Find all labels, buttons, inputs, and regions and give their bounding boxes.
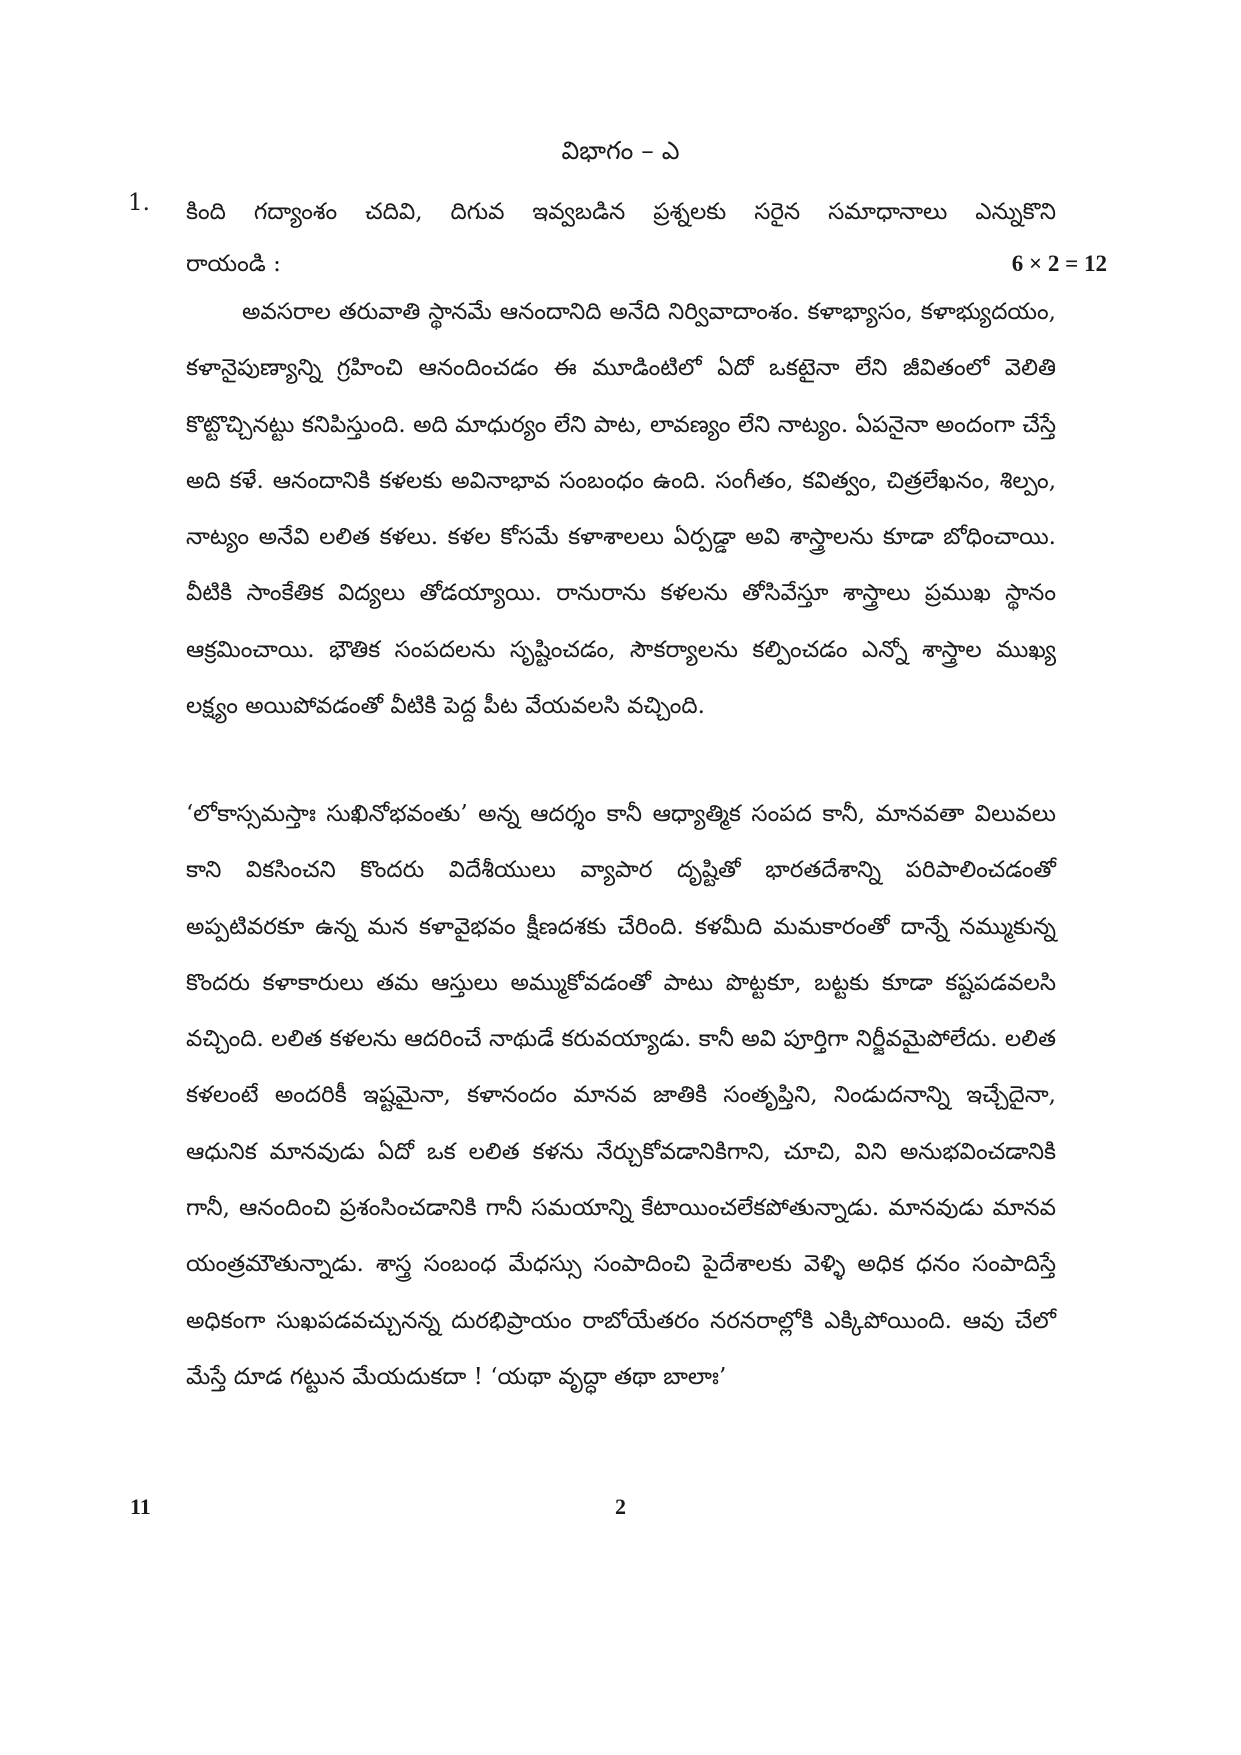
marks-allocation: 6 × 2 = 12 bbox=[1011, 251, 1107, 276]
section-heading: విభాగం – ఎ bbox=[561, 136, 680, 165]
footer-page-number: 2 bbox=[615, 1494, 626, 1519]
question-instruction-line2: రాయండి : bbox=[186, 251, 281, 277]
passage-paragraph-1: అవసరాల తరువాతి స్థానమే ఆనందానిది అనేది నిర్వివాదాంశం. కళాభ్యాసం, కళాభ్యుదయం, కళానైపుణ్యాన్ని గ్రహించి ఆనందించడం ఈ మూడింటిలో ఏదో ఒకటైనా లేని జీవితంలో వెలితి కొట్టొచ్చినట్టు కనిపిస్తుంది. అది మాధుర్యం లేని పాట, లావణ్యం లేని నాట్యం. ఏపనైనా అందంగా చేస్తే అది కళే. ఆనందానికి కళలకు అవినాభావ సంబంధం ఉంది. సంగీతం, కవిత్వం, చిత్రలేఖనం, శిల్పం, నాట్యం అనేవి లలిత కళలు. కళల కోసమే కళాశాలలు ఏర్పడ్డా అవి శాస్త్రాలను కూడా బోధించాయి. వీటికి సాంకేతిక విద్యలు తోడయ్యాయి. రానురాను కళలను తోసివేస్తూ శాస్త్రాలు ప్రముఖ స్థానం ఆక్రమించాయి. భౌతిక సంపదలను సృష్టించడం, సౌకర్యాలను కల్పించడం ఎన్నో శాస్త్రాల ముఖ్య లక్ష్యం అయిపోవడంతో వీటికి పెద్ద పీట వేయవలసి వచ్చింది. bbox=[186, 299, 1056, 720]
passage-paragraph-2: ‘లోకాస్సమస్తాః సుఖినోభవంతు’ అన్న ఆదర్శం కానీ ఆధ్యాత్మిక సంపద కానీ, మానవతా విలువలు కాని వికసించని కొందరు విదేశీయులు వ్యాపార దృష్టితో భారతదేశాన్ని పరిపాలించడంతో అప్పటివరకూ ఉన్న మన కళావైభవం క్షీణదశకు చేరింది. కళమీది మమకారంతో దాన్నే నమ్ముకున్న కొందరు కళాకారులు తమ ఆస్తులు అమ్ముకోవడంతో పాటు పొట్టకూ, బట్టకు కూడా కష్టపడవలసి వచ్చింది. లలిత కళలను ఆదరించే నాథుడే కరువయ్యాడు. కానీ అవి పూర్తిగా నిర్జీవమైపోలేదు. లలిత కళలంటే అందరికీ ఇష్టమైనా, కళానందం మానవ జాతికి సంతృప్తిని, నిండుదనాన్ని ఇచ్చేదైనా, ఆధునిక మానవుడు ఏదో ఒక లలిత కళను నేర్చుకోవడానికిగాని, చూచి, విని అనుభవించడానికి గానీ, ఆనందించి ప్రశంసించడానికి గానీ సమయాన్ని కేటాయించలేకపోతున్నాడు. మానవుడు మానవ యంత్రమౌతున్నాడు. శాస్త్ర సంబంధ మేధస్సు సంపాదించి పైదేశాలకు వెళ్ళి అధిక ధనం సంపాదిస్తే అధికంగా సుఖపడవచ్చునన్న దురభిప్రాయం రాబోయేతరం నరనరాల్లోకి ఎక్కిపోయింది. ఆవు చేలో మేస్తే దూడ గట్టున మేయదుకదా ! ‘యథా వృద్ధా తథా బాలాః’ bbox=[186, 801, 1056, 1390]
question-number: 1. bbox=[128, 190, 150, 216]
question-instruction-line1: కింది గద్యాంశం చదివి, దిగువ ఇవ్వబడిన ప్రశ్నలకు సరైన సమాధానాలు ఎన్నుకొని bbox=[186, 199, 1056, 225]
footer-paper-code: 11 bbox=[130, 1494, 151, 1519]
